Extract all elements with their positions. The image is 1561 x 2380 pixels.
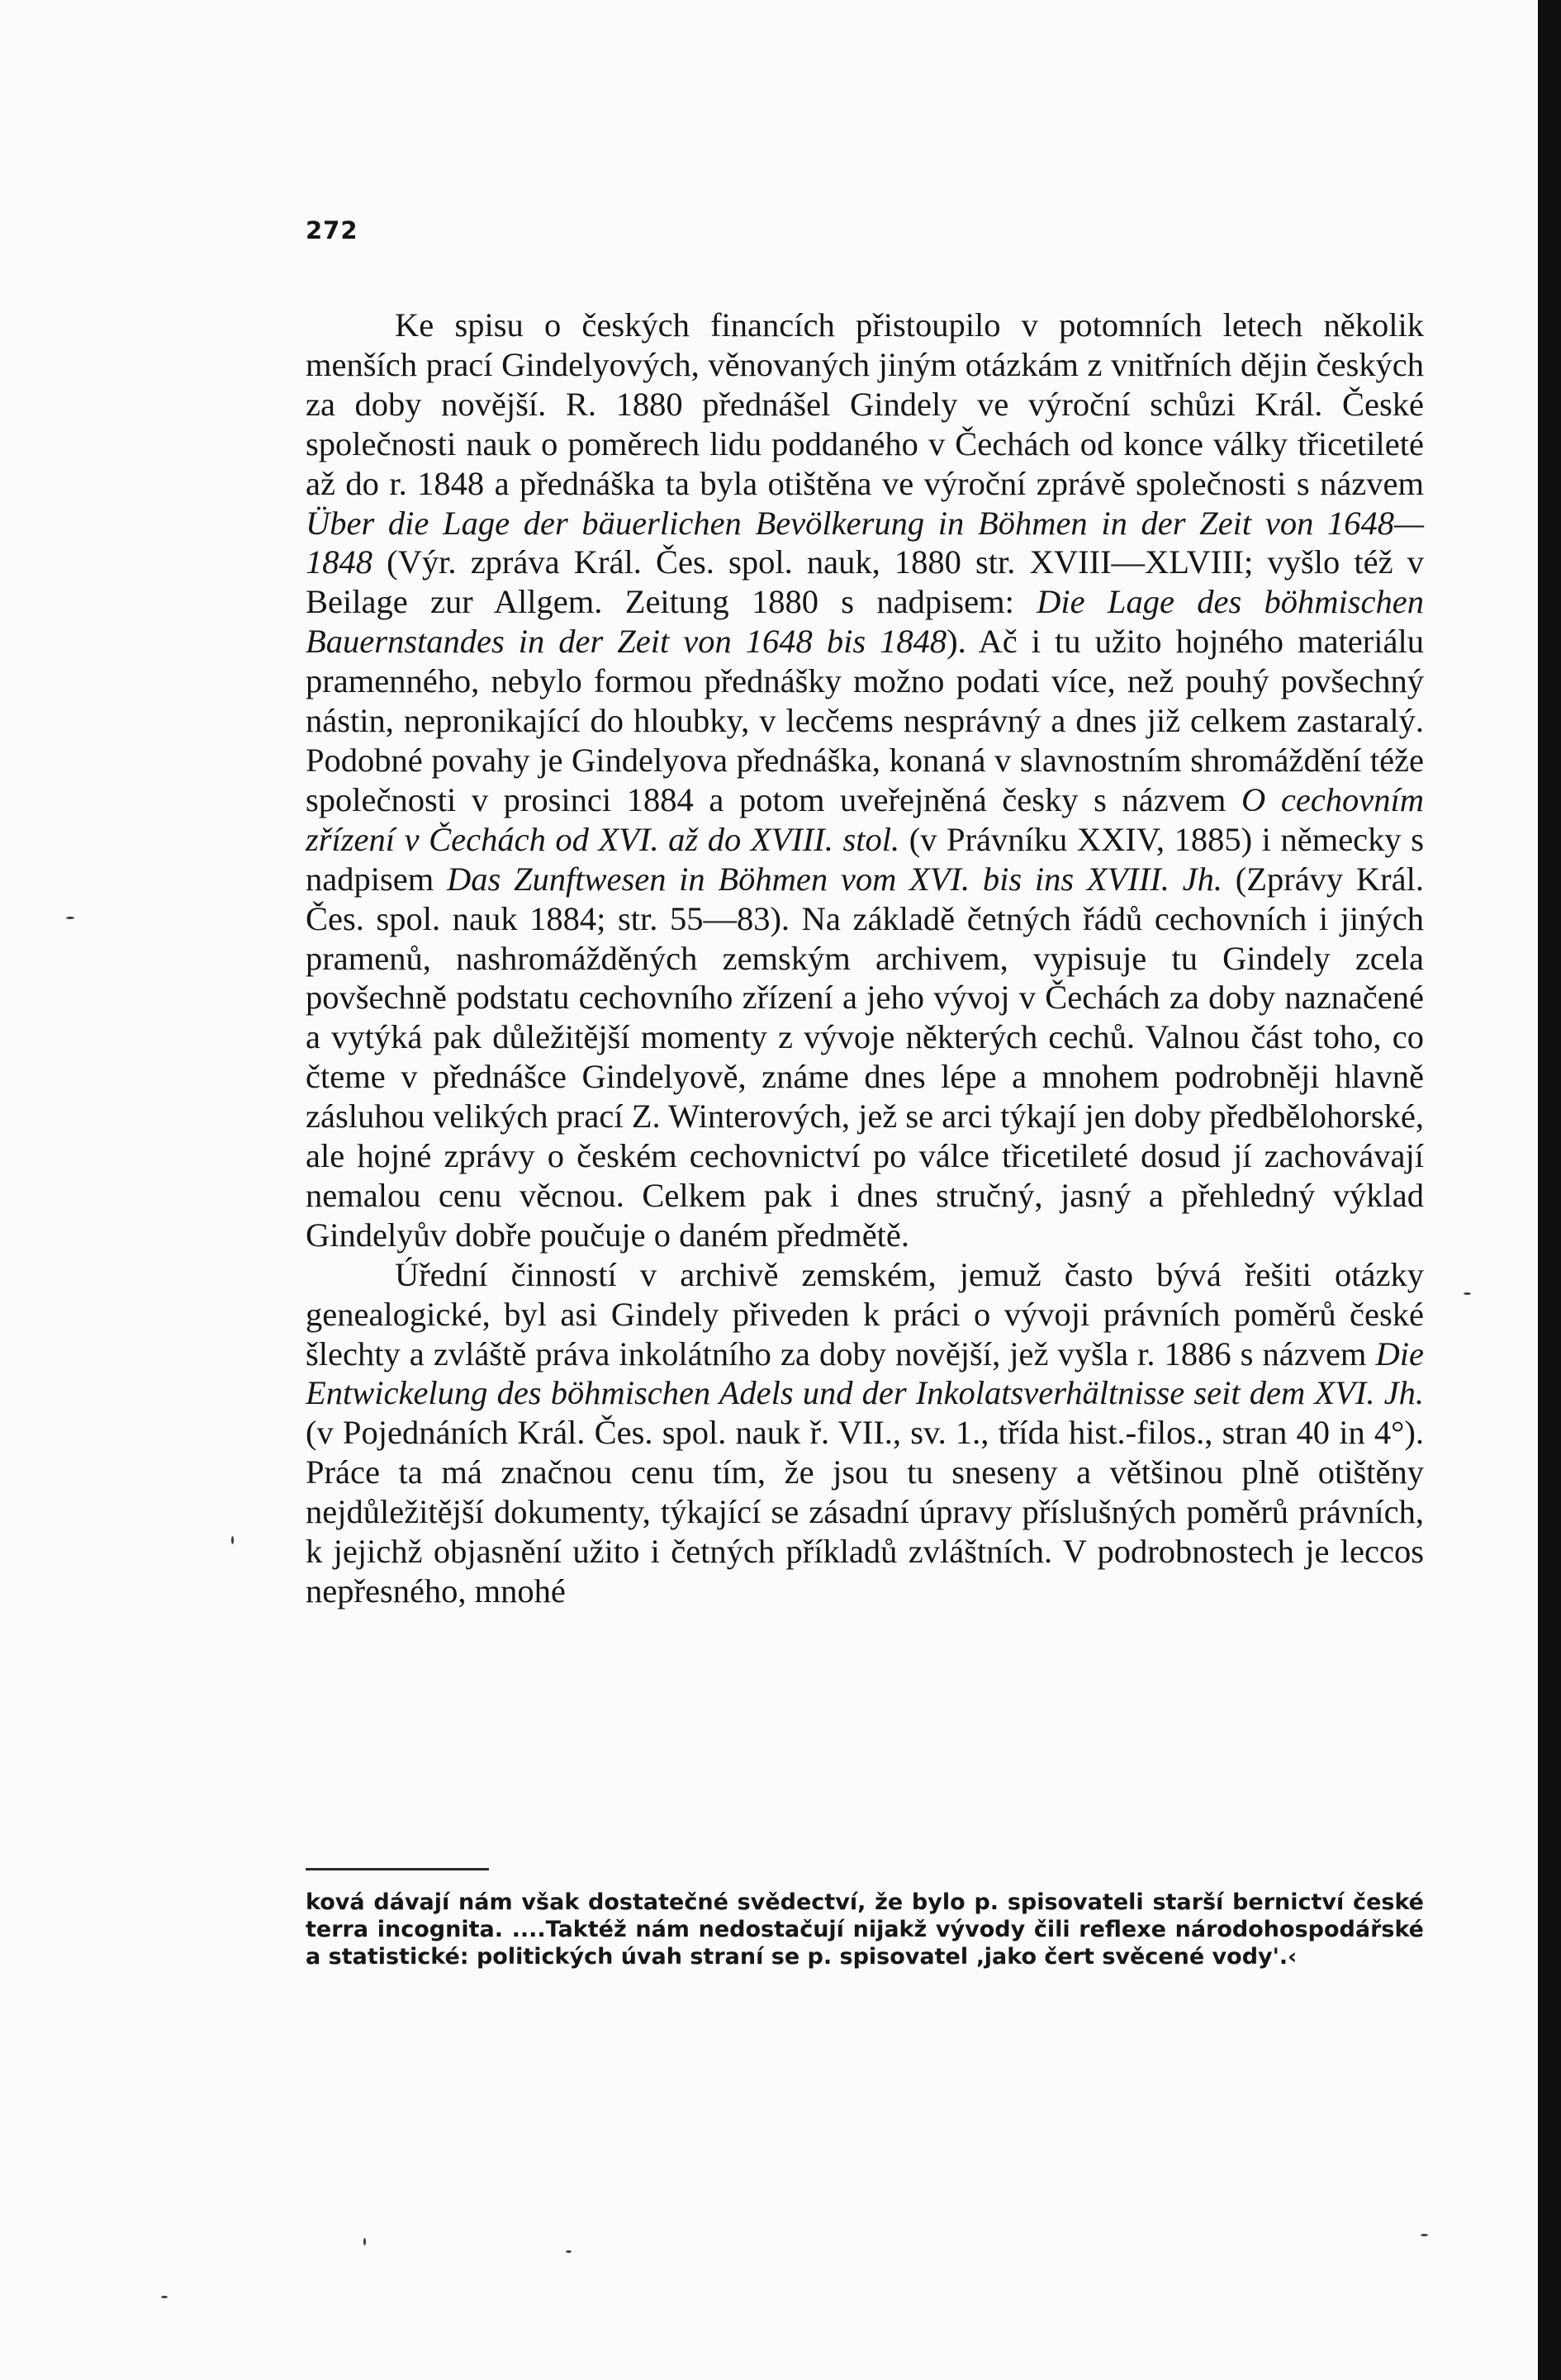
footnote-divider <box>306 1868 489 1870</box>
text-run: Úřední činností v archivě zemském, jemuž často bývá řešiti otázky genealogické, byl asi Gindely přiveden k práci o vývoji právních poměrů české šlechty a zvláště práva inkolátního za doby novější, jež vyšla r. 1886 s názvem <box>306 1255 1424 1373</box>
italic-title: Das Zunftwesen in Böhmen vom XVI. bis ins XVIII. Jh. <box>446 860 1223 898</box>
italic-title: Die Entwickelung des böhmischen Adels und der Inkolatsverhältnisse seit dem XVI. Jh. <box>306 1335 1424 1412</box>
body-text <box>306 306 1424 1611</box>
italic-title: Die Lage des böhmischen Bauernstandes in der Zeit von 1648 bis 1848 <box>306 583 1424 661</box>
text-run: Ke spisu o českých financích přistoupilo v potomních letech několik menších prací Gindelyových, věnovaných jiným otázkám z vnitřních dějin českých za doby novější. R. 1880 přednášel Gindely ve výroční schůzi Král. České společnosti nauk o poměrech lidu poddaného v Čechách od konce války třicetileté až do r. 1848 a přednáška ta byla otištěna ve výroční zprávě společnosti s názvem <box>306 306 1424 502</box>
text-run: (Výr. zpráva Král. Čes. spol. nauk, 1880 str. XVIII—XLVIII; vyšlo též v Beilage zur Allgem. Zeitung 1880 s nadpisem: <box>306 543 1424 621</box>
scan-speck <box>66 917 74 919</box>
text-run: (v Právníku XXIV, 1885) i německy s nadpisem <box>306 820 1424 898</box>
scan-speck <box>1421 2234 1428 2236</box>
paragraph <box>306 1255 1424 1611</box>
page-number: 272 <box>306 216 358 244</box>
text-run: (Zprávy Král. Čes. spol. nauk 1884; str. 55—83). Na základě četných řádů cechovních i jiných pramenů, nashromážděných zemským archivem, vypisuje tu Gindely zcela povšechně podstatu cechovního zřízení a jeho vývoj v Čechách za doby naznačené a vytýká pak důležitější momenty z vývoje některých cechů. Valnou část toho, co čteme v přednášce Gindelyově, známe dnes lépe a mnohem podrobněji hlavně zásluhou velikých prací Z. Winterových, jež se arci týkají jen doby předbělohorské, ale hojné zprávy o českém cechovnictví po válce třicetileté dosud jí zachovávají nemalou cenu věcnou. Celkem pak i dnes stručný, jasný a přehledný výklad Gindelyův dobře poučuje o daném předmětě. <box>306 860 1425 1254</box>
text-run: (v Pojednáních Král. Čes. spol. nauk ř. VII., sv. 1., třída hist.-filos., stran 40 in 4°). Práce ta má značnou cenu tím, že jsou tu sneseny a většinou plně otištěny nejdůležitější dokumenty, týkající se zásadní úpravy příslušných poměrů právních, k jejichž objasnění užito i četných příkladů zvláštních. V podrobnostech je leccos nepřesného, mnohé <box>306 1414 1424 1610</box>
text-run: ). Ač i tu užito hojného materiálu pramenného, nebylo formou přednášky možno podati více, než pouhý povšechný nástin, nepronikající do hloubky, v lecčems nesprávný a dnes již celkem zastaralý. Podobné povahy je Gindelyova přednáška, konaná v slavnostním shromáždění téže společnosti v prosinci 1884 a potom uveřejněná česky s názvem <box>306 623 1424 818</box>
scan-speck <box>566 2250 572 2253</box>
paragraph <box>306 306 1424 1255</box>
scan-speck <box>1464 1292 1471 1295</box>
scan-speck <box>363 2238 366 2245</box>
footnote: ková dávají nám však dostatečné svědectví, že bylo p. spisovateli starší bernictví české terra incognita. ....Taktéž nám nedostačují nijakž vývody čili reflexe národohospodářské a statistické: politických úvah straní se p. spisovatel ‚jako čert svěcené vody'.‹ <box>306 1889 1424 1970</box>
italic-title: O cechovním zřízení v Čechách od XVI. až do XVIII. stol. <box>306 780 1425 858</box>
scan-speck <box>231 1536 234 1544</box>
scan-speck <box>161 2296 168 2298</box>
italic-title: Über die Lage der bäuerlichen Bevölkerung in Böhmen in der Zeit von 1648—1848 <box>306 504 1424 581</box>
